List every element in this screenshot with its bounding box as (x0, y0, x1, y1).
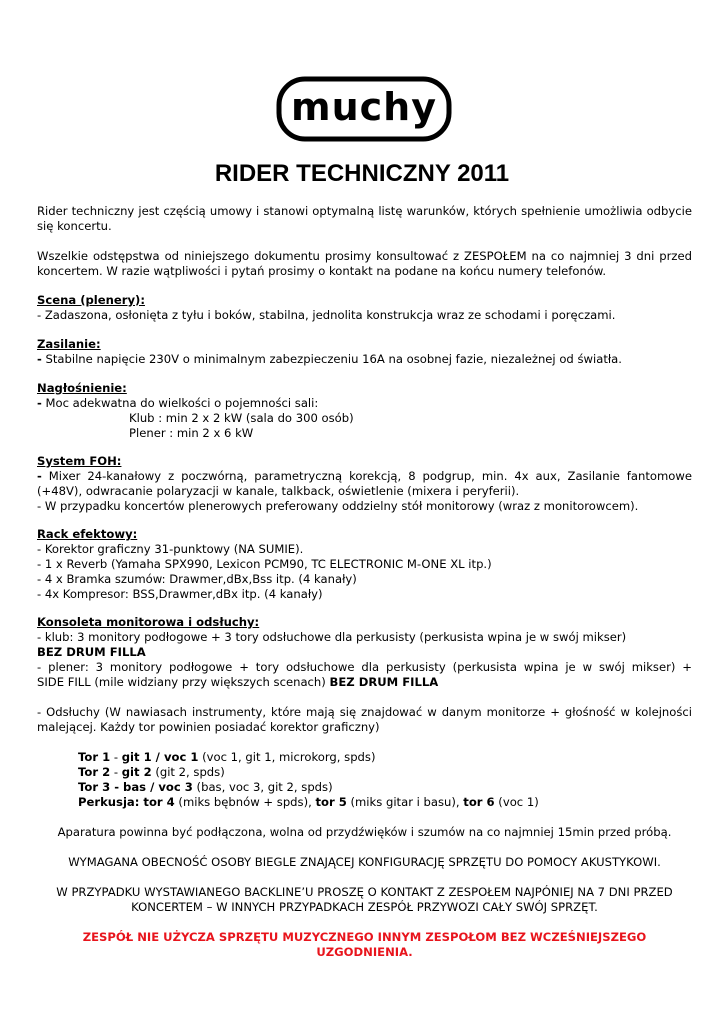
tor-2-desc: (git 2, spds) (151, 765, 225, 779)
konsoleta-plener-a: - plener: 3 monitory podłogowe + tory odsłuchowe dla perkusisty (perkusista wpina je w swój mikser) + (37, 660, 692, 674)
section-heading-rack: Rack efektowy: (37, 527, 138, 541)
list-item: - Korektor graficzny 31-punktowy (NA SUMIE). (37, 542, 304, 556)
tor-1-sep: - (110, 750, 122, 764)
tor-3-label: Tor 3 - bas / voc 3 (78, 780, 193, 794)
tor-3-line (37, 780, 692, 795)
konsoleta-bez-drum-fill-1 (37, 645, 692, 660)
aparatura-note: Aparatura powinna być podłączona, wolna od przydźwięków i szumów na co najmniej 15min przed próbą. (57, 825, 672, 839)
document-body (37, 204, 692, 960)
tor-6-label: tor 6 (463, 795, 495, 809)
perkusja-desc: (miks bębnów + spds), (174, 795, 316, 809)
tor-1-desc: (voc 1, git 1, microkorg, spds) (198, 750, 376, 764)
tor-5-desc: (miks gitar i basu), (346, 795, 464, 809)
tor-1-label: Tor 1 (78, 750, 111, 764)
tor-1-line (37, 750, 692, 765)
warning-note-b: UZGODNIENIA. (316, 945, 413, 959)
page-title: RIDER TECHNICZNY 2011 (214, 160, 510, 187)
naglosnienie-plener: Plener : min 2 x 6 kW (129, 426, 254, 440)
list-item: - 4 x Bramka szumów: Drawmer,dBx,Bss itp. (4 kanały) (37, 572, 357, 586)
bez-drum-filla-label: BEZ DRUM FILLA (329, 675, 439, 689)
muchy-logo (276, 76, 452, 142)
section-heading-konsoleta: Konsoleta monitorowa i odsłuchy: (37, 615, 260, 629)
perkusja-label: Perkusja: tor 4 (78, 795, 175, 809)
zasilanie-text: Stabilne napięcie 230V o minimalnym zabezpieczeniu 16A na osobnej fazie, niezależnej od światła. (41, 352, 622, 366)
logo-text: muchy (291, 85, 437, 129)
section-heading-zasilanie: Zasilanie: (37, 337, 101, 351)
plener-b-text: SIDE FILL (mile widziany przy większych scenach) (37, 675, 330, 689)
perkusja-line (37, 795, 692, 810)
section-heading-naglosnienie: Nagłośnienie: (37, 381, 127, 395)
bez-drum-filla-label: BEZ DRUM FILLA (37, 645, 146, 659)
konsoleta-odsluchy: - Odsłuchy (W nawiasach instrumenty, które mają się znajdować w danym monitorze + głośność w kolejności malejącej. Każdy tor powinien posiadać korektor graficzny) (37, 705, 692, 734)
intro-paragraph-1: Rider techniczny jest częścią umowy i stanowi optymalną listę warunków, których spełnienie umożliwia odbycie się koncertu. (37, 204, 692, 233)
konsoleta-plener-b (37, 675, 692, 690)
tor-3-desc: (bas, voc 3, git 2, spds) (192, 780, 333, 794)
tor-1-name: git 1 / voc 1 (121, 750, 199, 764)
tor-2-name: git 2 (121, 765, 152, 779)
backline-note-b: KONCERTEM – W INNYCH PRZYPADKACH ZESPÓŁ PRZYWOZI CAŁY SWÓJ SPRZĘT. (131, 900, 598, 914)
list-item: - 4x Kompresor: BSS,Drawmer,dBx itp. (4 kanały) (37, 587, 323, 601)
tor-5-label: tor 5 (315, 795, 347, 809)
section-heading-scena: Scena (plenery): (37, 293, 145, 307)
konsoleta-klub: - klub: 3 monitory podłogowe + 3 tory odsłuchowe dla perkusisty (perkusista wpina je w swój mikser) (37, 630, 627, 644)
warning-note-a: ZESPÓŁ NIE UŻYCZA SPRZĘTU MUZYCZNEGO INNYM ZESPOŁOM BEZ WCZEŚNIEJSZEGO (82, 930, 647, 944)
tor-2-line (37, 765, 692, 780)
naglosnienie-text: Moc adekwatna do wielkości o pojemności sali: (41, 396, 319, 410)
zasilanie-line (37, 352, 692, 367)
backline-note-a: W PRZYPADKU WYSTAWIANEGO BACKLINE’U PROSZĘ O KONTAKT Z ZESPOŁEM NAJPÓNIEJ NA 7 DNI PRZED (56, 885, 673, 899)
wymagana-note: WYMAGANA OBECNOŚĆ OSOBY BIEGLE ZNAJĄCEJ KONFIGURACJĘ SPRZĘTU DO POMOCY AKUSTYKOWI. (68, 855, 661, 869)
tor-2-sep: - (110, 765, 122, 779)
bullet-dash: - (37, 469, 42, 483)
tor-2-label: Tor 2 (78, 765, 111, 779)
bullet-dash: - (37, 396, 42, 410)
scena-line: - Zadaszona, osłonięta z tyłu i boków, stabilna, jednolita konstrukcja wraz ze schodami i poręczami. (37, 308, 616, 322)
foh-line-2: - W przypadku koncertów plenerowych preferowany oddzielny stół monitorowy (wraz z monitorowcem). (37, 499, 639, 513)
foh-line-1b: (+48V), odwracanie polaryzacji w kanale, talkback, oświetlenie (mixera i peryferii). (37, 484, 520, 498)
intro-paragraph-2: Wszelkie odstępstwa od niniejszego dokumentu prosimy konsultować z ZESPOŁEM na co najmniej 3 dni przed koncertem. W razie wątpliwości i pytań prosimy o kontakt na podane na końcu numery telefonów. (37, 249, 692, 278)
bullet-dash: - (37, 352, 42, 366)
naglosnienie-klub: Klub : min 2 x 2 kW (sala do 300 osób) (129, 411, 354, 425)
section-heading-foh: System FOH: (37, 454, 122, 468)
tor-6-desc: (voc 1) (494, 795, 539, 809)
list-item: - 1 x Reverb (Yamaha SPX990, Lexicon PCM90, TC ELECTRONIC M-ONE XL itp.) (37, 557, 492, 571)
foh-text: Mixer 24-kanałowy z poczwórną, parametryczną korekcją, 8 podgrup, min. 4x aux, Zasilanie fantomowe (41, 469, 692, 483)
foh-line-1a (37, 469, 692, 484)
naglosnienie-line (37, 396, 692, 411)
